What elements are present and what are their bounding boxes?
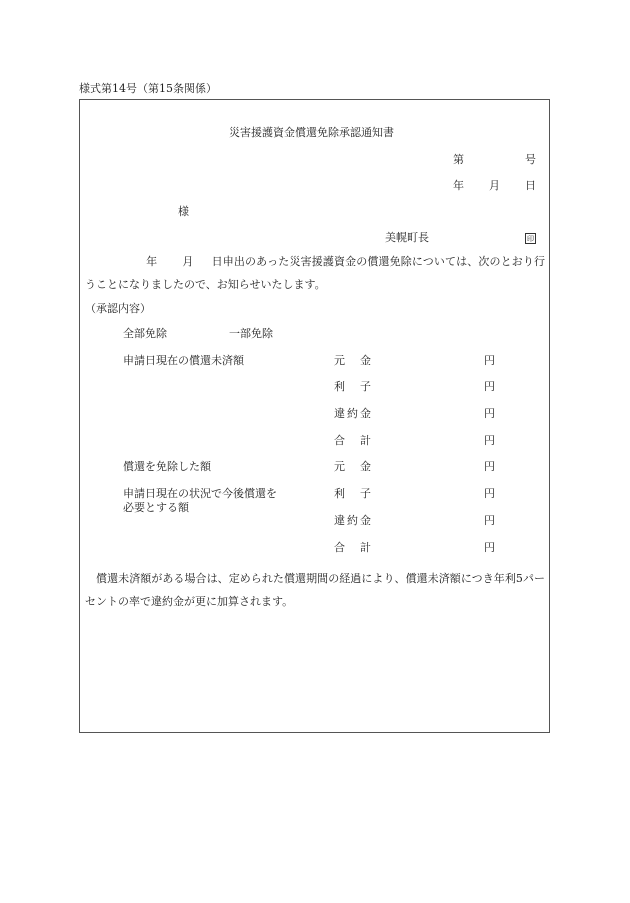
unit-yen: 円: [484, 514, 495, 527]
section-label: （承認内容）: [85, 302, 151, 315]
item-penalty: 違約金: [334, 514, 373, 527]
date-year: 年: [453, 179, 464, 192]
exemption-partial: 一部免除: [229, 327, 273, 340]
unit-yen: 円: [484, 487, 495, 500]
group-label-remaining: 申請日現在の状況で今後償還を必要とする額: [123, 487, 277, 514]
unit-yen: 円: [484, 541, 495, 554]
document-frame: [79, 99, 550, 733]
unit-yen: 円: [484, 407, 495, 420]
item-total: 合 計: [334, 541, 373, 554]
item-principal: 元 金: [334, 354, 373, 367]
unit-yen: 円: [484, 460, 495, 473]
exemption-full: 全部免除: [123, 327, 167, 340]
seal-mark: 印: [527, 235, 534, 243]
issuer-seal: [525, 231, 536, 245]
doc-number-suffix: 号: [525, 153, 536, 166]
date-month: 月: [489, 179, 500, 192]
intro-year: 年: [146, 255, 158, 268]
unit-yen: 円: [484, 434, 495, 447]
item-interest: 利 子: [334, 380, 373, 393]
date-day: 日: [525, 179, 536, 192]
intro-paragraph: [85, 250, 545, 296]
doc-number-prefix: 第: [453, 153, 464, 166]
form-number: 様式第14号（第15条関係）: [79, 82, 217, 95]
unit-yen: 円: [484, 380, 495, 393]
footnote-text: 償還未済額がある場合は、定められた償還期間の経過により、償還未済額につき年利5パーセントの率で違約金が更に加算されます。: [85, 572, 545, 608]
intro-text: 日申出のあった災害援護資金の償還免除については、次のとおり行うことになりましたので、お知らせいたします。: [85, 255, 546, 291]
issuer-name: 美幌町長: [385, 231, 429, 244]
group-label-exempted: 償還を免除した額: [123, 460, 211, 473]
intro-month: 月: [182, 255, 194, 268]
item-interest: 利 子: [334, 487, 373, 500]
footnote-paragraph: [85, 567, 545, 613]
item-penalty: 違約金: [334, 407, 373, 420]
item-principal: 元 金: [334, 460, 373, 473]
unit-yen: 円: [484, 354, 495, 367]
document-title: 災害援護資金償還免除承認通知書: [229, 126, 394, 139]
item-total: 合 計: [334, 434, 373, 447]
group-label-outstanding: 申請日現在の償還未済額: [123, 354, 244, 367]
addressee-honorific: 様: [178, 205, 189, 218]
